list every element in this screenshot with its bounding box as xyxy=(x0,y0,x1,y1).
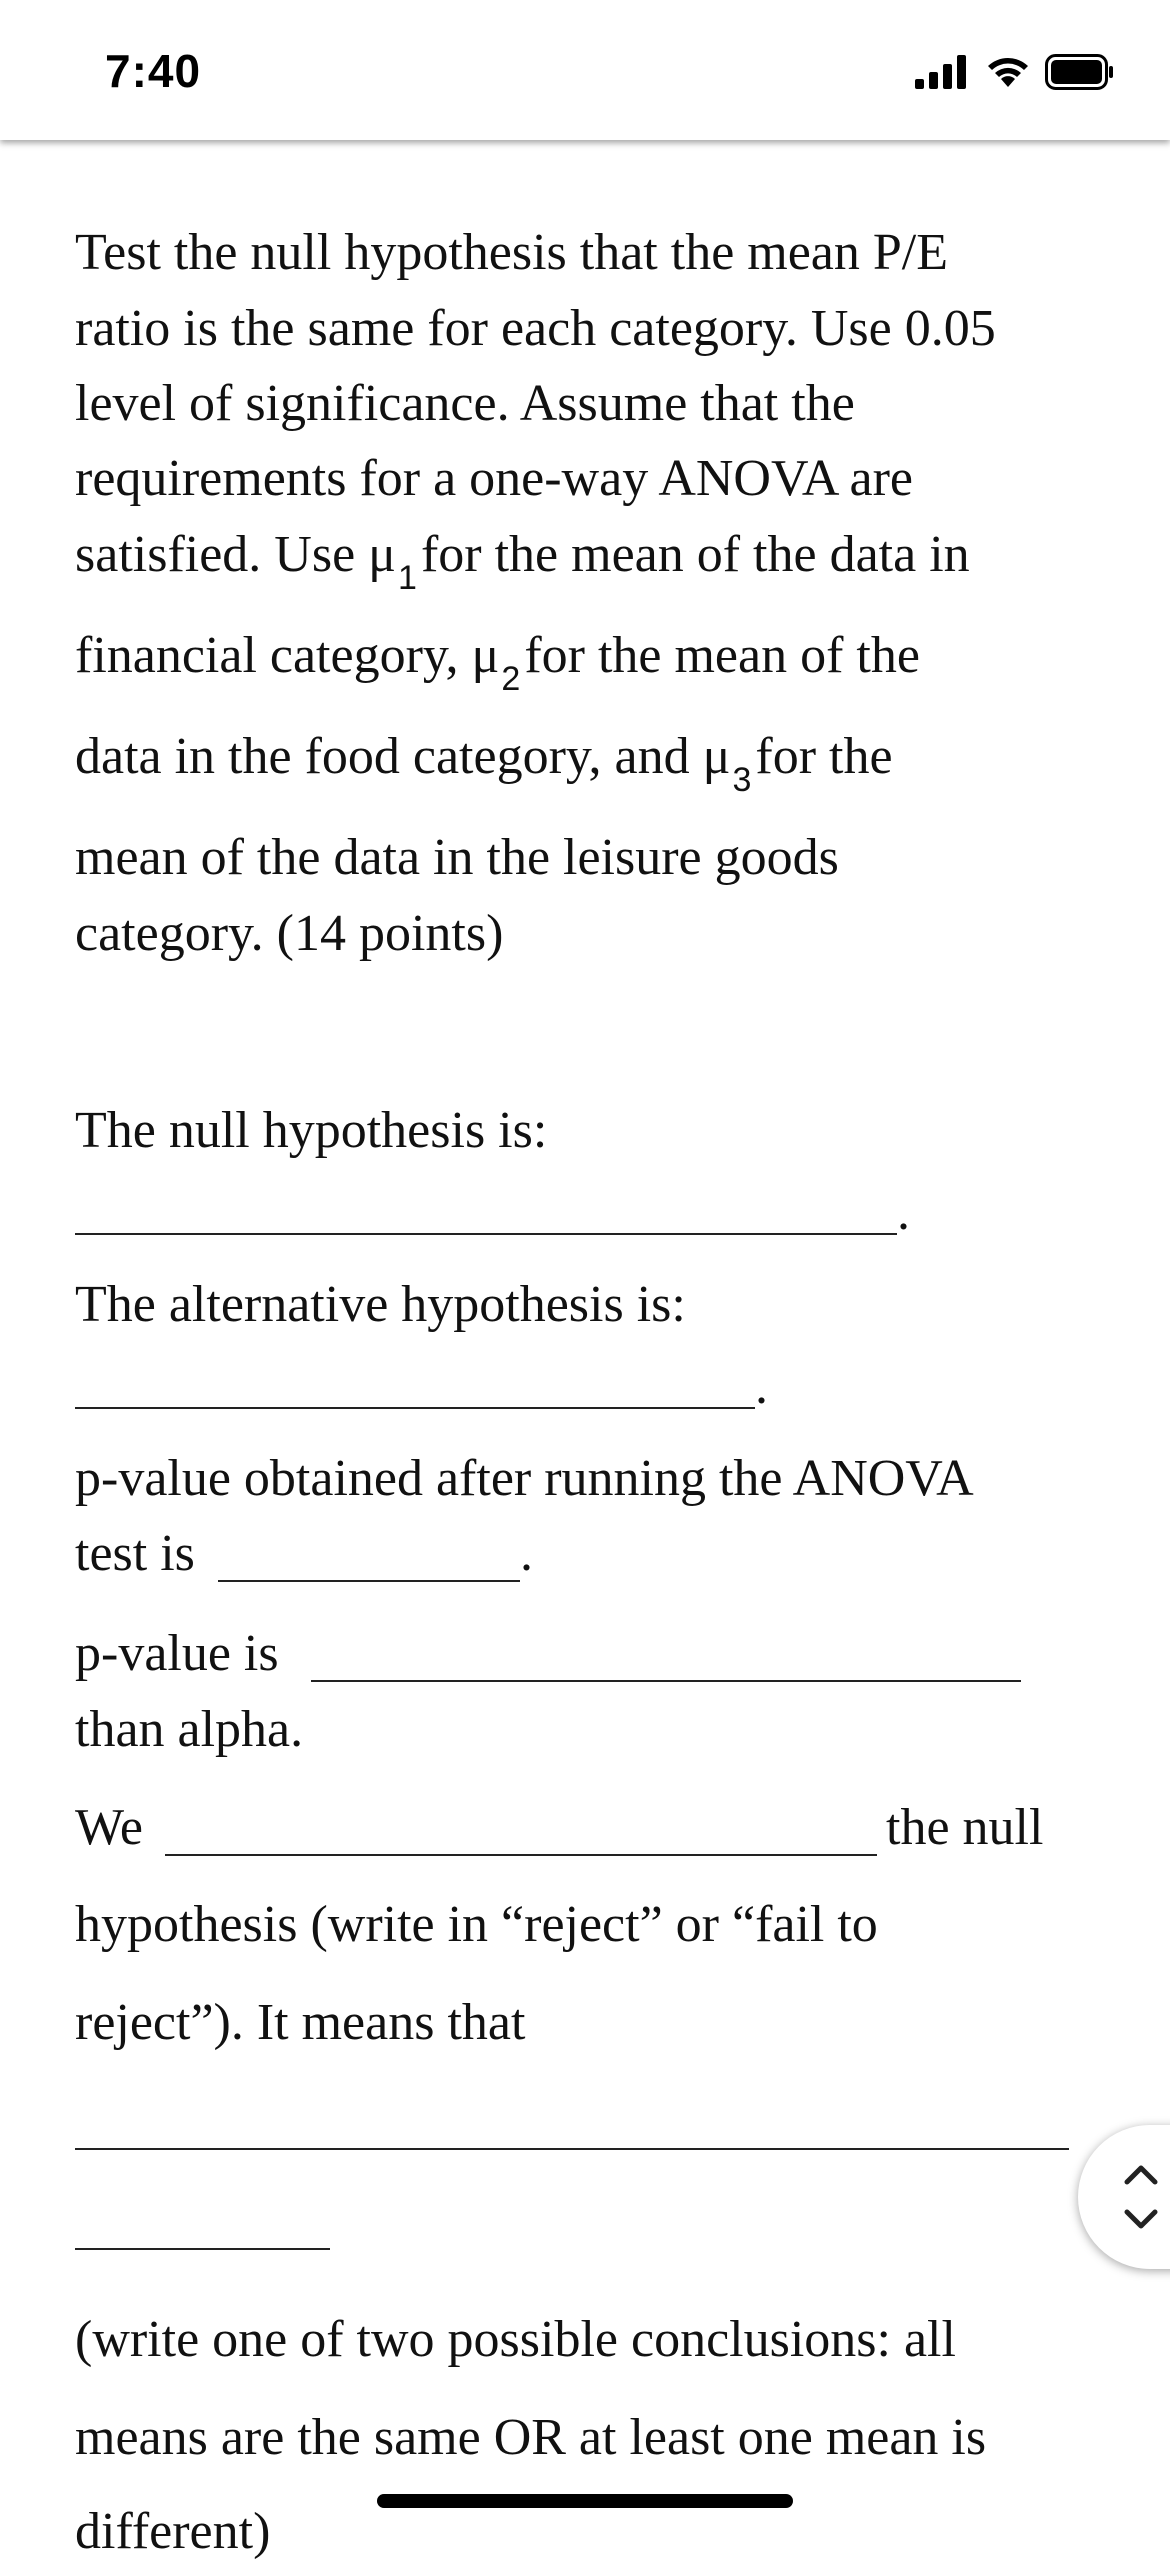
question-line: ratio is the same for each category. Use 0.05 xyxy=(75,300,996,357)
pvalue-label-line2: test is xyxy=(75,1525,195,1582)
conclusion-hint-line3: different) xyxy=(75,2503,271,2560)
period: . xyxy=(520,1525,533,1582)
decision-label: We xyxy=(75,1799,143,1856)
question-text: for the mean of the xyxy=(524,627,920,684)
compare-suffix: than alpha. xyxy=(75,1701,304,1758)
status-bar xyxy=(0,0,1170,140)
chevron-up-icon[interactable] xyxy=(1124,2163,1158,2185)
pvalue-blank[interactable] xyxy=(218,1580,520,1582)
decision-blank[interactable] xyxy=(165,1854,877,1856)
conclusion-blank[interactable] xyxy=(75,2148,1069,2150)
question-line-mu1 xyxy=(75,517,970,598)
question-line-mu3 xyxy=(75,719,893,800)
battery-icon xyxy=(1045,54,1115,90)
decision-suffix: the null xyxy=(886,1799,1044,1856)
question-text: data in the food category, and μ xyxy=(75,728,731,785)
period: . xyxy=(755,1358,768,1415)
subscript-3: 3 xyxy=(732,761,752,799)
chevron-down-icon[interactable] xyxy=(1124,2209,1158,2231)
question-line: level of significance. Assume that the xyxy=(75,375,855,432)
page-navigation-control[interactable] xyxy=(1078,2125,1170,2269)
question-line: category. (14 points) xyxy=(75,905,504,962)
question-text: financial category, μ xyxy=(75,627,500,684)
alternative-hypothesis-label: The alternative hypothesis is: xyxy=(75,1276,686,1333)
question-line-mu2 xyxy=(75,618,920,699)
alternative-hypothesis-blank[interactable] xyxy=(75,1407,755,1409)
conclusion-hint: (write one of two possible conclusions: all xyxy=(75,2311,956,2368)
pvalue-label: p-value obtained after running the ANOVA xyxy=(75,1450,974,1507)
question-text: satisfied. Use μ xyxy=(75,526,397,583)
question-text: for the xyxy=(755,728,893,785)
conclusion-blank-continued[interactable] xyxy=(75,2248,330,2250)
question-text: for the mean of the data in xyxy=(420,526,970,583)
status-time: 7:40 xyxy=(105,45,202,97)
decision-hint-line2: reject”). It means that xyxy=(75,1994,526,2051)
null-hypothesis-blank[interactable] xyxy=(75,1233,897,1235)
decision-hint: hypothesis (write in “reject” or “fail to xyxy=(75,1896,878,1953)
null-hypothesis-label: The null hypothesis is: xyxy=(75,1102,548,1159)
conclusion-hint-line2: means are the same OR at least one mean is xyxy=(75,2409,987,2466)
wifi-icon xyxy=(985,55,1031,89)
compare-label: p-value is xyxy=(75,1625,279,1682)
status-icons xyxy=(915,52,1115,92)
compare-blank[interactable] xyxy=(311,1680,1021,1682)
question-line: requirements for a one-way ANOVA are xyxy=(75,450,913,507)
period: . xyxy=(897,1184,910,1241)
signal-icon xyxy=(915,55,971,89)
subscript-1: 1 xyxy=(398,559,417,597)
home-indicator[interactable] xyxy=(377,2494,793,2508)
subscript-2: 2 xyxy=(501,660,521,698)
question-line: Test the null hypothesis that the mean P/E xyxy=(75,224,949,281)
question-line: mean of the data in the leisure goods xyxy=(75,829,839,886)
